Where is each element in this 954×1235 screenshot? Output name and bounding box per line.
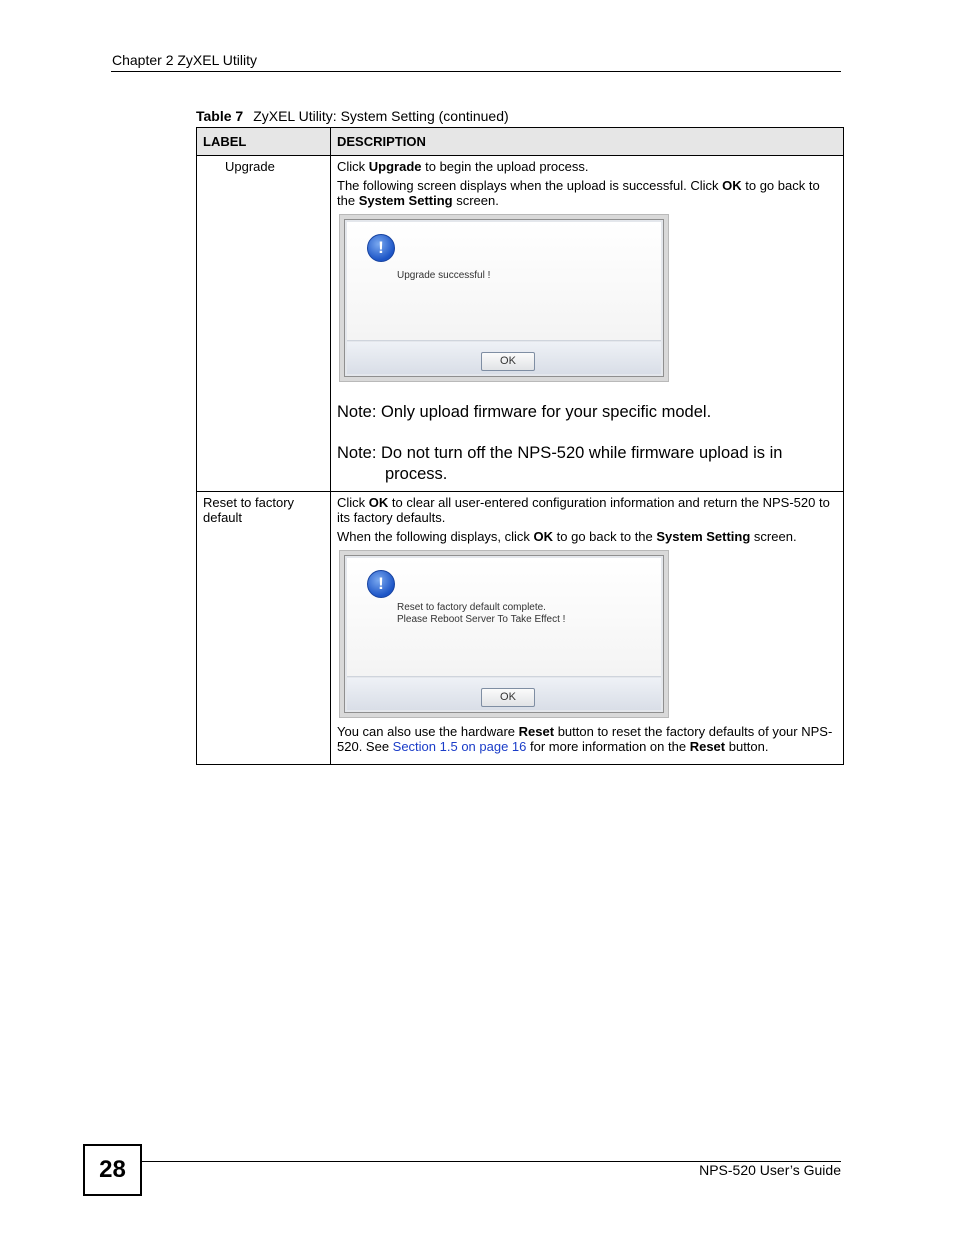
info-icon: ! — [367, 234, 395, 262]
header-rule — [111, 71, 841, 72]
reset-paragraph-3: You can also use the hardware Reset button to reset the factory defaults of your NPS-520. See Section 1.5 on page 16 for more information on the Reset button. — [337, 724, 833, 754]
table-header-row — [197, 128, 844, 156]
row-label-reset: Reset to factory default — [197, 492, 331, 765]
info-icon: ! — [367, 570, 395, 598]
reset-complete-dialog-screenshot — [339, 550, 669, 718]
header-label: LABEL — [197, 128, 331, 156]
table-caption-title: ZyXEL Utility: System Setting (continued) — [253, 108, 509, 124]
chapter-header: Chapter 2 ZyXEL Utility — [112, 52, 257, 68]
note-firmware-model: Note: Only upload firmware for your specific model. — [337, 403, 712, 421]
section-link[interactable]: Section 1.5 on page 16 — [392, 739, 527, 754]
guide-title: NPS-520 User’s Guide — [699, 1162, 841, 1178]
page-number: 28 — [83, 1144, 142, 1196]
upgrade-paragraph-2: The following screen displays when the upload is successful. Click OK to go back to the System Setting screen. — [337, 178, 820, 208]
row-description-reset — [331, 492, 844, 765]
upgrade-paragraph-1: Click Upgrade to begin the upload process. — [337, 159, 589, 174]
dialog-message: Reset to factory default complete. Please Reboot Server To Take Effect ! — [397, 602, 566, 625]
table-row-reset — [197, 492, 844, 765]
note-do-not-turn-off: Note: Do not turn off the NPS-520 while firmware upload is in process. — [337, 444, 783, 483]
dialog-ok-button: OK — [481, 352, 535, 371]
reset-paragraph-2: When the following displays, click OK to go back to the System Setting screen. — [337, 529, 797, 544]
table-caption — [196, 108, 509, 124]
upgrade-success-dialog-screenshot — [339, 214, 669, 382]
header-description: DESCRIPTION — [331, 128, 844, 156]
table-caption-label: Table 7 — [196, 108, 244, 124]
row-label-upgrade: Upgrade — [197, 156, 331, 492]
system-setting-table — [196, 127, 844, 765]
dialog-message: Upgrade successful ! — [397, 270, 491, 281]
row-description-upgrade — [331, 156, 844, 492]
reset-paragraph-1: Click OK to clear all user-entered configuration information and return the NPS-520 to its factory defaults. — [337, 495, 830, 525]
dialog-ok-button: OK — [481, 688, 535, 707]
table-row-upgrade — [197, 156, 844, 492]
